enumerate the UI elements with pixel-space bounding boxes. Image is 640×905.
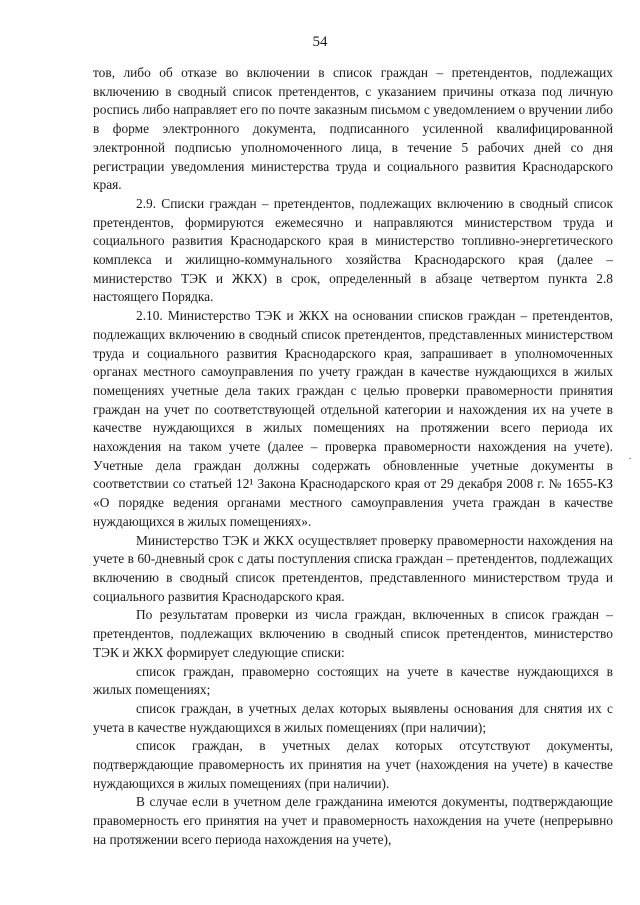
document-body (93, 64, 613, 850)
page-number: 54 (312, 34, 328, 50)
paragraph-2-10: 2.10. Министерство ТЭК и ЖКХ на основании списков граждан – претендентов, подлежащих включению в сводный список претендентов, представленных министерством труда и социального развития Краснодарского края, запрашивает в уполномоченных органах местного самоуправления по учету граждан в качестве нуждающихся в жилых помещениях учетные дела таких граждан с целью проверки правомерности принятия граждан на учет по соответствующей отдельной категории и нахождения их на учете в качестве нуждающихся в жилых помещениях на протяжении всего периода их нахождения на таком учете (далее – проверка правомерности нахождения на учете). Учетные дела граждан должны содержать обновленные учетные документы в соответствии со статьей 12¹ Закона Краснодарского края от 29 декабря 2008 г. № 1655-КЗ «О порядке ведения органами местного самоуправления учета граждан в качестве нуждающихся в жилых помещениях». (93, 308, 613, 529)
paragraph-if-documents: В случае если в учетном деле гражданина имеются документы, подтверждающие правомерность его принятия на учет и правомерность нахождения на учете (непрерывно на протяжении всего периода нахождения на учете), (93, 794, 613, 847)
paragraph-results: По результатам проверки из числа граждан, включенных в список граждан – претендентов, подлежащих включению в сводный список претендентов, министерство ТЭК и ЖКХ формирует следующие списки: (93, 607, 613, 660)
paragraph-refusal-notice: тов, либо об отказе во включении в список граждан – претендентов, подлежащих включению в сводный список претендентов, с указанием причины отказа под личную роспись либо направляет его по почте заказным письмом с уведомлением о вручении либо в форме электронного документа, подписанного усиленной квалифицированной электронной подписью уполномоченного лица, в течение 5 рабочих дней со дня регистрации уведомления министерства труда и социального развития Краснодарского края. (93, 65, 613, 193)
margin-mark: · (628, 453, 632, 465)
list-item-lawful: список граждан, правомерно состоящих на учете в качестве нуждающихся в жилых помещениях; (93, 663, 613, 698)
paragraph-verification: Министерство ТЭК и ЖКХ осуществляет проверку правомерности нахождения на учете в 60-дневный срок с даты поступления списка граждан – претендентов, подлежащих включению в сводный список претендентов, представленного министерством труда и социального развития Краснодарского края. (93, 532, 613, 604)
paragraph-2-9: 2.9. Списки граждан – претендентов, подлежащих включению в сводный список претендентов, формируются ежемесячно и направляются министерством труда и социального развития Краснодарского края в министерство топливно-энергетического комплекса и жилищно-коммунального хозяйства Краснодарского края (далее – министерство ТЭК и ЖКХ) в срок, определенный в абзаце четвертом пункта 2.8 настоящего Порядка. (93, 195, 613, 305)
list-item-missing-documents: список граждан, в учетных делах которых отсутствуют документы, подтверждающие правомерность их принятия на учет (нахождения на учете) в качестве нуждающихся в жилых помещениях (при наличии). (93, 738, 613, 791)
list-item-removal-grounds: список граждан, в учетных делах которых выявлены основания для снятия их с учета в качестве нуждающихся в жилых помещениях (при наличии); (93, 700, 613, 735)
